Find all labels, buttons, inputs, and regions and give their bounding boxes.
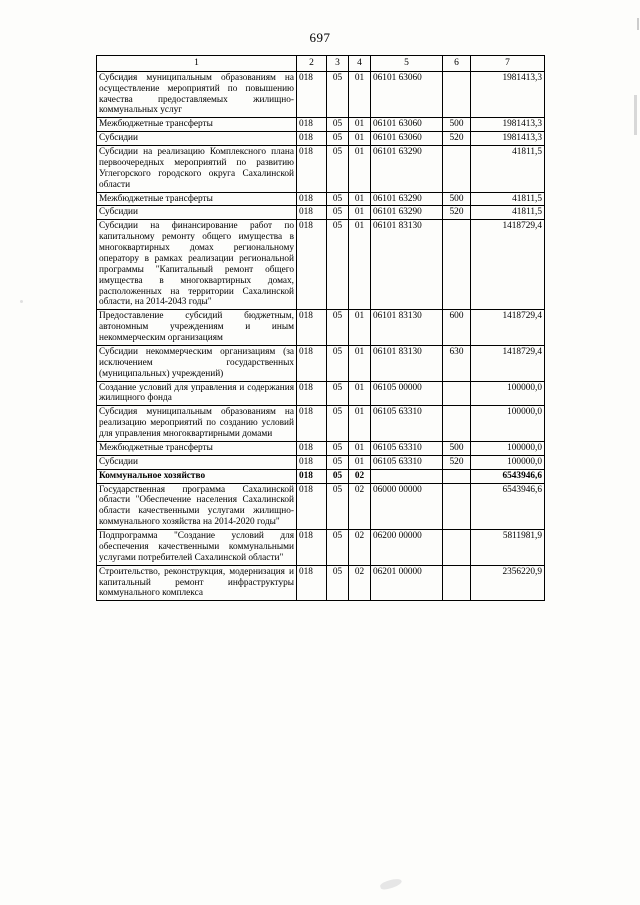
row-name: Строительство, реконструкция, модернизация и капитальный ремонт инфраструктуры коммунального комплекса — [97, 565, 297, 601]
row-subsection-code: 01 — [349, 118, 371, 132]
row-subsection-code: 01 — [349, 146, 371, 193]
row-target-code: 06105 63310 — [371, 441, 443, 455]
row-expense-type-code — [443, 483, 471, 530]
row-name: Подпрограмма "Создание условий для обеспечения качественными коммунальными услугами потребителей Сахалинской области" — [97, 530, 297, 566]
row-name: Субсидия муниципальным образованиям на осуществление мероприятий по повышению качества предоставляемых жилищно-коммунальных услуг — [97, 71, 297, 118]
row-section-code: 05 — [327, 118, 349, 132]
row-target-code: 06101 63290 — [371, 206, 443, 220]
row-expense-type-code — [443, 565, 471, 601]
row-target-code: 06101 83130 — [371, 310, 443, 346]
table-row — [97, 146, 545, 193]
row-chapter-code: 018 — [297, 220, 327, 310]
table-row — [97, 220, 545, 310]
row-subsection-code: 01 — [349, 455, 371, 469]
row-chapter-code: 018 — [297, 118, 327, 132]
column-header-3: 3 — [327, 56, 349, 72]
row-section-code: 05 — [327, 381, 349, 406]
column-header-7: 7 — [471, 56, 545, 72]
table-row — [97, 381, 545, 406]
row-amount: 1418729,4 — [471, 220, 545, 310]
row-chapter-code: 018 — [297, 192, 327, 206]
row-expense-type-code — [443, 71, 471, 118]
table-row — [97, 406, 545, 442]
row-subsection-code: 01 — [349, 381, 371, 406]
page-number: 697 — [309, 30, 331, 45]
row-subsection-code: 01 — [349, 132, 371, 146]
row-expense-type-code — [443, 406, 471, 442]
row-amount: 6543946,6 — [471, 483, 545, 530]
row-section-code: 05 — [327, 71, 349, 118]
row-section-code: 05 — [327, 220, 349, 310]
budget-table-body — [97, 56, 545, 601]
column-header-4: 4 — [349, 56, 371, 72]
table-row — [97, 483, 545, 530]
row-subsection-code: 01 — [349, 192, 371, 206]
row-expense-type-code: 630 — [443, 345, 471, 381]
row-target-code: 06000 00000 — [371, 483, 443, 530]
row-expense-type-code: 500 — [443, 441, 471, 455]
row-amount: 100000,0 — [471, 455, 545, 469]
scan-smudge — [379, 877, 402, 891]
row-section-code: 05 — [327, 192, 349, 206]
column-header-1: 1 — [97, 56, 297, 72]
column-header-6: 6 — [443, 56, 471, 72]
table-row — [97, 441, 545, 455]
row-expense-type-code: 600 — [443, 310, 471, 346]
row-expense-type-code: 520 — [443, 455, 471, 469]
column-header-2: 2 — [297, 56, 327, 72]
row-expense-type-code: 520 — [443, 132, 471, 146]
row-expense-type-code — [443, 530, 471, 566]
row-amount: 1981413,3 — [471, 118, 545, 132]
row-chapter-code: 018 — [297, 345, 327, 381]
table-row — [97, 469, 545, 483]
row-target-code: 06105 63310 — [371, 406, 443, 442]
row-expense-type-code: 500 — [443, 118, 471, 132]
row-expense-type-code — [443, 469, 471, 483]
row-target-code: 06101 63290 — [371, 146, 443, 193]
row-section-code: 05 — [327, 530, 349, 566]
row-section-code: 05 — [327, 310, 349, 346]
table-row — [97, 132, 545, 146]
row-section-code: 05 — [327, 455, 349, 469]
table-row — [97, 192, 545, 206]
row-chapter-code: 018 — [297, 206, 327, 220]
row-target-code: 06105 63310 — [371, 455, 443, 469]
row-amount: 100000,0 — [471, 406, 545, 442]
row-target-code: 06101 83130 — [371, 220, 443, 310]
table-row — [97, 530, 545, 566]
row-chapter-code: 018 — [297, 565, 327, 601]
table-row — [97, 565, 545, 601]
row-expense-type-code: 500 — [443, 192, 471, 206]
row-name: Субсидии на реализацию Комплексного плана первоочередных мероприятий по развитию Углегорского городского округа Сахалинской области — [97, 146, 297, 193]
row-chapter-code: 018 — [297, 381, 327, 406]
budget-table — [96, 55, 545, 601]
row-amount: 6543946,6 — [471, 469, 545, 483]
row-section-code: 05 — [327, 132, 349, 146]
budget-table-container — [96, 55, 544, 601]
row-subsection-code: 02 — [349, 483, 371, 530]
row-chapter-code: 018 — [297, 455, 327, 469]
row-section-code: 05 — [327, 441, 349, 455]
row-name: Субсидия муниципальным образованиям на реализацию мероприятий по созданию условий для управления многоквартирными домами — [97, 406, 297, 442]
row-name: Государственная программа Сахалинской области "Обеспечение населения Сахалинской области качественными услугами жилищно-коммунального хозяйства на 2014-2020 годы" — [97, 483, 297, 530]
row-section-code: 05 — [327, 345, 349, 381]
row-subsection-code: 01 — [349, 310, 371, 346]
row-name: Создание условий для управления и содержания жилищного фонда — [97, 381, 297, 406]
row-section-code: 05 — [327, 565, 349, 601]
row-chapter-code: 018 — [297, 71, 327, 118]
row-target-code: 06101 83130 — [371, 345, 443, 381]
table-row — [97, 206, 545, 220]
scan-edge-artifact-2 — [634, 95, 637, 135]
row-section-code: 05 — [327, 483, 349, 530]
row-name: Субсидии некоммерческим организациям (за исключением государственных (муниципальных) учреждений) — [97, 345, 297, 381]
row-name: Межбюджетные трансферты — [97, 192, 297, 206]
row-chapter-code: 018 — [297, 132, 327, 146]
row-name: Межбюджетные трансферты — [97, 441, 297, 455]
table-row — [97, 345, 545, 381]
row-subsection-code: 01 — [349, 441, 371, 455]
row-subsection-code: 01 — [349, 71, 371, 118]
row-chapter-code: 018 — [297, 530, 327, 566]
table-row — [97, 310, 545, 346]
row-amount: 1418729,4 — [471, 345, 545, 381]
row-name: Субсидии на финансирование работ по капитальному ремонту общего имущества в многоквартирных домах региональному оператору в рамках реализации региональной программы "Капитальный ремонт общего имущества в многоквартирных домах, расположенных на территории Сахалинской области, на 2014-2043 годы" — [97, 220, 297, 310]
row-name: Коммунальное хозяйство — [97, 469, 297, 483]
row-name: Субсидии — [97, 206, 297, 220]
row-expense-type-code — [443, 381, 471, 406]
table-header-row — [97, 56, 545, 72]
row-amount: 41811,5 — [471, 146, 545, 193]
row-subsection-code: 01 — [349, 345, 371, 381]
row-subsection-code: 02 — [349, 469, 371, 483]
table-row — [97, 71, 545, 118]
scan-edge-artifact — [637, 18, 639, 30]
row-section-code: 05 — [327, 469, 349, 483]
row-section-code: 05 — [327, 206, 349, 220]
row-amount: 1981413,3 — [471, 71, 545, 118]
row-expense-type-code: 520 — [443, 206, 471, 220]
row-chapter-code: 018 — [297, 469, 327, 483]
row-target-code — [371, 469, 443, 483]
row-amount: 1418729,4 — [471, 310, 545, 346]
row-amount: 41811,5 — [471, 192, 545, 206]
row-target-code: 06201 00000 — [371, 565, 443, 601]
row-subsection-code: 01 — [349, 206, 371, 220]
row-name: Субсидии — [97, 132, 297, 146]
row-chapter-code: 018 — [297, 406, 327, 442]
row-target-code: 06101 63060 — [371, 132, 443, 146]
row-amount: 100000,0 — [471, 441, 545, 455]
row-amount: 100000,0 — [471, 381, 545, 406]
row-chapter-code: 018 — [297, 146, 327, 193]
row-chapter-code: 018 — [297, 483, 327, 530]
row-name: Предоставление субсидий бюджетным, автономным учреждениям и иным некоммерческим организациям — [97, 310, 297, 346]
row-section-code: 05 — [327, 146, 349, 193]
row-subsection-code: 01 — [349, 220, 371, 310]
row-subsection-code: 02 — [349, 530, 371, 566]
scan-speck — [20, 300, 23, 303]
row-section-code: 05 — [327, 406, 349, 442]
row-target-code: 06101 63060 — [371, 118, 443, 132]
row-target-code: 06200 00000 — [371, 530, 443, 566]
row-amount: 5811981,9 — [471, 530, 545, 566]
row-chapter-code: 018 — [297, 441, 327, 455]
column-header-5: 5 — [371, 56, 443, 72]
row-target-code: 06101 63290 — [371, 192, 443, 206]
row-amount: 41811,5 — [471, 206, 545, 220]
table-row — [97, 118, 545, 132]
row-target-code: 06105 00000 — [371, 381, 443, 406]
row-name: Межбюджетные трансферты — [97, 118, 297, 132]
row-chapter-code: 018 — [297, 310, 327, 346]
row-amount: 1981413,3 — [471, 132, 545, 146]
row-expense-type-code — [443, 146, 471, 193]
row-amount: 2356220,9 — [471, 565, 545, 601]
row-expense-type-code — [443, 220, 471, 310]
table-row — [97, 455, 545, 469]
row-subsection-code: 02 — [349, 565, 371, 601]
row-target-code: 06101 63060 — [371, 71, 443, 118]
row-subsection-code: 01 — [349, 406, 371, 442]
row-name: Субсидии — [97, 455, 297, 469]
